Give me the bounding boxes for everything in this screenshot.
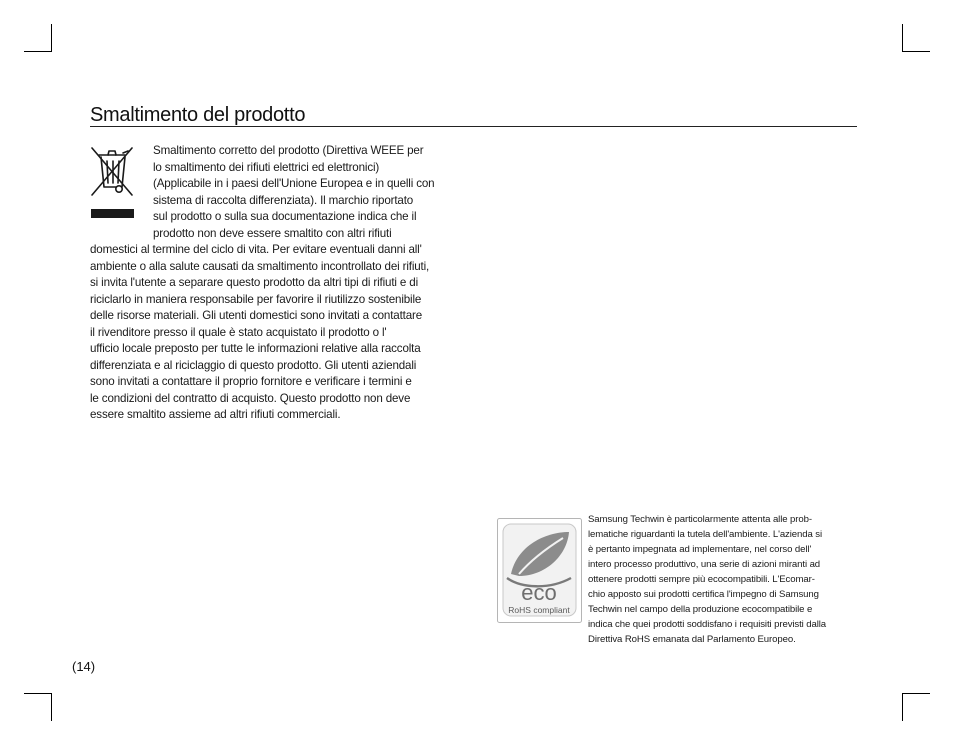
text-line: differenziata e al riciclaggio di questo prodotto. Gli utenti aziendali bbox=[90, 358, 417, 372]
eco-logo-caption: RoHS compliant bbox=[508, 605, 570, 615]
text-line: chio apposto sui prodotti certifica l'impegno di Samsung bbox=[588, 589, 819, 600]
crop-mark-top-right-horizontal bbox=[902, 51, 930, 52]
text-line: (Applicabile in i paesi dell'Unione Europea e in quelli con bbox=[153, 177, 435, 190]
text-line: lematiche riguardanti la tutela dell'ambiente. L'azienda si bbox=[588, 529, 823, 540]
text-line: essere smaltito assieme ad altri rifiuti commerciali. bbox=[90, 408, 341, 421]
crop-mark-bottom-right-vertical bbox=[902, 693, 903, 721]
text-line: ufficio locale preposto per tutte le informazioni relative alla raccolta bbox=[90, 342, 421, 355]
text-line: intero processo produttivo, una serie di azioni miranti ad bbox=[588, 559, 821, 570]
text-line: prodotto non deve essere smaltito con altri rifiuti bbox=[153, 226, 392, 240]
text-line: lo smaltimento dei rifiuti elettrici ed elettronici) bbox=[153, 160, 380, 174]
text-line: sistema di raccolta differenziata). Il marchio riportato bbox=[153, 193, 414, 207]
text-line: riciclarlo in maniera responsabile per favorire il riutilizzo sostenibile bbox=[90, 292, 422, 306]
page-number: (14) bbox=[72, 659, 96, 674]
text-line: indica che quei prodotti soddisfano i requisiti previsti dalla bbox=[588, 619, 827, 630]
text-line: delle risorse materiali. Gli utenti domestici sono invitati a contattare bbox=[90, 309, 423, 322]
text-line: sono invitati a contattare il proprio fornitore e verificare i termini e bbox=[90, 375, 412, 388]
weee-paragraph-body bbox=[90, 242, 429, 424]
crop-mark-top-left-horizontal bbox=[24, 51, 52, 52]
crop-mark-bottom-right-horizontal bbox=[902, 693, 930, 694]
crop-mark-top-right-vertical bbox=[902, 24, 903, 52]
text-line: il rivenditore presso il quale è stato acquistato il prodotto o l' bbox=[90, 325, 387, 339]
text-line: Techwin nel campo della produzione ecocompatibile e bbox=[588, 604, 813, 615]
text-line: si invita l'utente a separare questo prodotto da altri tipi di rifiuti e di bbox=[90, 276, 419, 289]
text-line: le condizioni del contratto di acquisto. Questo prodotto non deve bbox=[90, 391, 411, 405]
text-line: Samsung Techwin è particolarmente attenta alle prob- bbox=[588, 514, 812, 525]
title-underline bbox=[90, 126, 857, 127]
eco-logo-word: eco bbox=[521, 580, 557, 605]
text-line: domestici al termine del ciclo di vita. Per evitare eventuali danni all' bbox=[90, 243, 422, 256]
text-line: ottenere prodotti sempre più ecocompatibili. L'Ecomar- bbox=[588, 574, 815, 585]
text-line: Direttiva RoHS emanata dal Parlamento Europeo. bbox=[588, 634, 796, 645]
crossed-out-wheeled-bin-icon bbox=[88, 145, 136, 221]
weee-paragraph-intro bbox=[153, 143, 434, 242]
eco-paragraph bbox=[588, 512, 826, 647]
crop-mark-bottom-left-horizontal bbox=[24, 693, 52, 694]
text-line: ambiente o alla salute causati da smaltimento incontrollato dei rifiuti, bbox=[90, 259, 430, 273]
text-line: sul prodotto o sulla sua documentazione indica che il bbox=[153, 210, 417, 223]
crop-mark-bottom-left-vertical bbox=[51, 693, 52, 721]
text-line: è pertanto impegnata ad implementare, nel corso dell' bbox=[588, 544, 812, 555]
eco-rohs-logo bbox=[497, 518, 582, 623]
section-title: Smaltimento del prodotto bbox=[90, 104, 306, 126]
crop-mark-top-left-vertical bbox=[51, 24, 52, 52]
text-line: Smaltimento corretto del prodotto (Direttiva WEEE per bbox=[153, 144, 424, 157]
